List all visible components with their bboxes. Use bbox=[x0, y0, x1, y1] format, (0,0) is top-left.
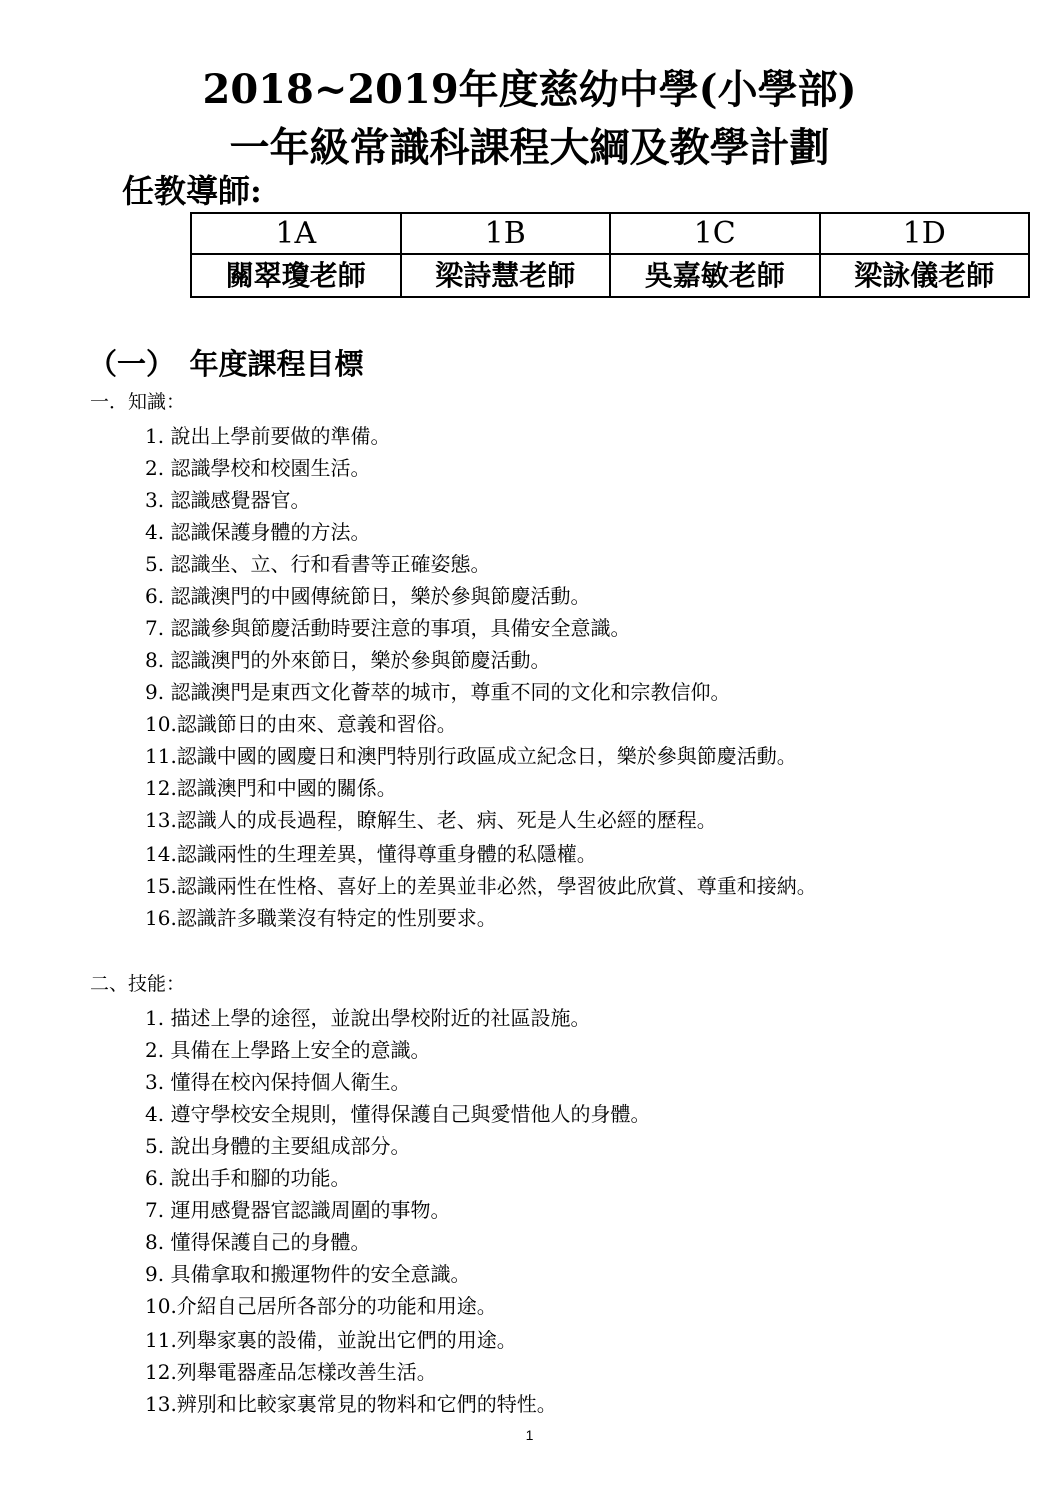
knowledge-item: 4. 認識保護身體的方法。 bbox=[145, 520, 371, 544]
knowledge-item: 3. 認識感覺器官。 bbox=[145, 488, 311, 512]
class-cell: 1C bbox=[610, 213, 820, 254]
teacher-name-cell: 梁詩慧老師 bbox=[401, 254, 611, 297]
skills-item: 2. 具備在上學路上安全的意識。 bbox=[145, 1038, 431, 1062]
knowledge-item: 12.認識澳門和中國的關係。 bbox=[145, 776, 397, 800]
teacher-name-row bbox=[191, 254, 1029, 297]
skills-item: 6. 說出手和腳的功能。 bbox=[145, 1166, 351, 1190]
skills-item: 5. 說出身體的主要組成部分。 bbox=[145, 1134, 411, 1158]
skills-item: 12.列舉電器產品怎樣改善生活。 bbox=[145, 1360, 437, 1384]
skills-item: 9. 具備拿取和搬運物件的安全意識。 bbox=[145, 1262, 471, 1286]
teacher-name-cell: 梁詠儀老師 bbox=[820, 254, 1030, 297]
section-title: （一） 年度課程目標 bbox=[88, 347, 364, 381]
knowledge-item: 5. 認識坐、立、行和看書等正確姿態。 bbox=[145, 552, 491, 576]
knowledge-item: 10.認識節日的由來、意義和習俗。 bbox=[145, 712, 457, 736]
skills-item: 13.辨別和比較家裏常見的物料和它們的特性。 bbox=[145, 1392, 557, 1416]
class-cell: 1B bbox=[401, 213, 611, 254]
teachers-table bbox=[190, 212, 1030, 298]
document-subtitle: 一年級常識科課程大綱及教學計劃 bbox=[229, 124, 830, 171]
skills-item: 10.介紹自己居所各部分的功能和用途。 bbox=[145, 1294, 497, 1318]
teacher-name-cell: 關翠瓊老師 bbox=[191, 254, 401, 297]
skills-item: 3. 懂得在校內保持個人衛生。 bbox=[145, 1070, 411, 1094]
teachers-label: 任教導師: bbox=[122, 172, 262, 210]
class-row bbox=[191, 213, 1029, 254]
skills-item: 11.列舉家裏的設備，並說出它們的用途。 bbox=[145, 1328, 517, 1352]
knowledge-item: 9. 認識澳門是東西文化薈萃的城市，尊重不同的文化和宗教信仰。 bbox=[145, 680, 731, 704]
skills-heading: 二、技能： bbox=[90, 973, 186, 995]
skills-item: 1. 描述上學的途徑，並說出學校附近的社區設施。 bbox=[145, 1006, 591, 1030]
knowledge-item: 8. 認識澳門的外來節日，樂於參與節慶活動。 bbox=[145, 648, 551, 672]
skills-item: 7. 運用感覺器官認識周圍的事物。 bbox=[145, 1198, 451, 1222]
document-title: 2018~2019年度慈幼中學(小學部) bbox=[202, 66, 857, 113]
knowledge-item: 16.認識許多職業沒有特定的性別要求。 bbox=[145, 906, 497, 930]
page-number: 1 bbox=[525, 1427, 534, 1443]
class-cell: 1D bbox=[820, 213, 1030, 254]
skills-item: 8. 懂得保護自己的身體。 bbox=[145, 1230, 371, 1254]
class-cell: 1A bbox=[191, 213, 401, 254]
knowledge-item: 15.認識兩性在性格、喜好上的差異並非必然，學習彼此欣賞、尊重和接納。 bbox=[145, 874, 817, 898]
teacher-name-cell: 吳嘉敏老師 bbox=[610, 254, 820, 297]
knowledge-item: 7. 認識參與節慶活動時要注意的事項，具備安全意識。 bbox=[145, 616, 631, 640]
knowledge-item: 6. 認識澳門的中國傳統節日，樂於參與節慶活動。 bbox=[145, 584, 591, 608]
knowledge-item: 13.認識人的成長過程，瞭解生、老、病、死是人生必經的歷程。 bbox=[145, 808, 717, 832]
knowledge-heading: 一．知識： bbox=[90, 391, 186, 413]
knowledge-item: 1. 說出上學前要做的準備。 bbox=[145, 424, 391, 448]
knowledge-item: 14.認識兩性的生理差異，懂得尊重身體的私隱權。 bbox=[145, 842, 597, 866]
skills-item: 4. 遵守學校安全規則，懂得保護自己與愛惜他人的身體。 bbox=[145, 1102, 651, 1126]
knowledge-item: 2. 認識學校和校園生活。 bbox=[145, 456, 371, 480]
knowledge-item: 11.認識中國的國慶日和澳門特別行政區成立紀念日，樂於參與節慶活動。 bbox=[145, 744, 797, 768]
